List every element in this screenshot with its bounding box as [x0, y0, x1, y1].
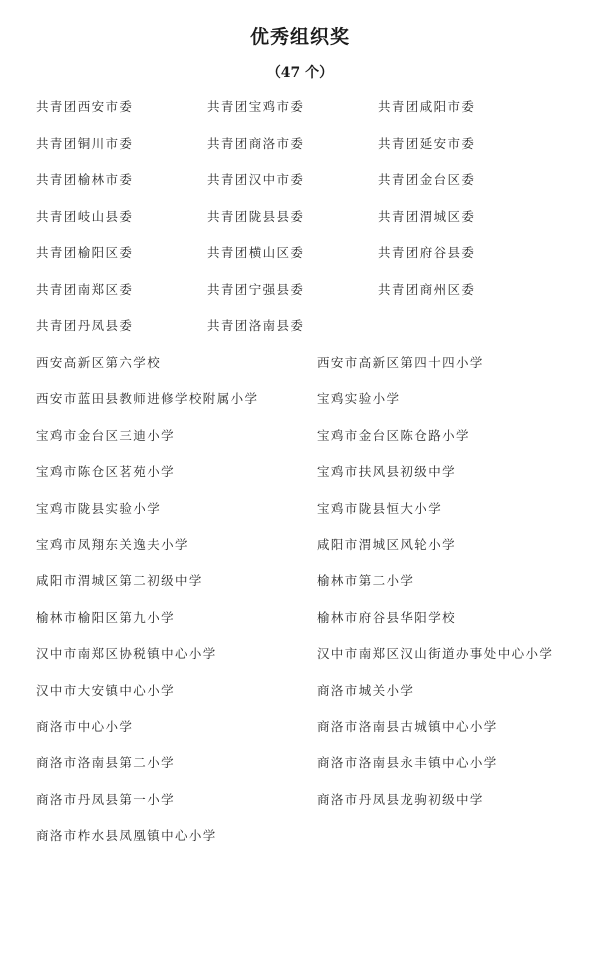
committee-item: 共青团汉中市委 — [207, 172, 305, 187]
committee-item: 共青团府谷县委 — [378, 245, 476, 260]
school-item: 宝鸡市陇县恒大小学 — [317, 500, 443, 516]
committee-item: 共青团南郑区委 — [36, 281, 134, 297]
committee-item: 共青团榆林市委 — [36, 172, 134, 187]
committee-item: 共青团陇县县委 — [207, 208, 305, 224]
committee-item: 共青团延安市委 — [378, 135, 476, 151]
school-item: 商洛市洛南县第二小学 — [36, 755, 176, 771]
school-item: 宝鸡市金台区陈仓路小学 — [317, 427, 470, 443]
school-item: 宝鸡市金台区三迪小学 — [36, 427, 176, 443]
school-item: 商洛市丹凤县第一小学 — [36, 791, 176, 807]
school-item: 汉中市南郑区汉山街道办事处中心小学 — [317, 646, 554, 662]
school-item: 宝鸡市陇县实验小学 — [36, 500, 162, 516]
school-list — [36, 354, 576, 863]
school-item: 宝鸡市扶风县初级中学 — [317, 464, 457, 480]
committee-item: 共青团岐山县委 — [36, 208, 134, 224]
committee-item: 共青团西安市委 — [36, 99, 134, 114]
school-item: 商洛市丹凤县龙驹初级中学 — [317, 791, 484, 807]
school-item: 西安高新区第六学校 — [36, 355, 162, 370]
page-title: 优秀组织奖 — [249, 26, 350, 48]
committee-item: 共青团渭城区委 — [378, 208, 476, 224]
committee-item: 共青团商洛市委 — [207, 135, 305, 151]
committee-item: 共青团横山区委 — [207, 245, 305, 260]
committee-item: 共青团商州区委 — [378, 281, 476, 297]
school-item: 商洛市洛南县永丰镇中心小学 — [317, 755, 498, 771]
school-item: 西安市蓝田县教师进修学校附属小学 — [36, 391, 259, 407]
school-item: 商洛市柞水县凤凰镇中心小学 — [36, 828, 217, 844]
school-item: 宝鸡市凤翔东关逸夫小学 — [36, 536, 189, 552]
committee-item: 共青团宝鸡市委 — [207, 99, 305, 114]
committee-item: 共青团洛南县委 — [207, 318, 305, 333]
award-count: （47 个） — [266, 65, 334, 81]
school-item: 商洛市中心小学 — [36, 718, 134, 734]
school-item: 汉中市南郑区协税镇中心小学 — [36, 646, 217, 662]
committee-item: 共青团铜川市委 — [36, 135, 134, 151]
school-item: 榆林市第二小学 — [317, 573, 415, 589]
school-item: 咸阳市渭城区风轮小学 — [317, 536, 457, 552]
committee-item: 共青团咸阳市委 — [378, 99, 476, 114]
school-item: 榆林市府谷县华阳学校 — [317, 609, 457, 625]
committee-item: 共青团榆阳区委 — [36, 245, 134, 260]
school-item: 商洛市洛南县古城镇中心小学 — [317, 718, 498, 734]
school-item: 榆林市榆阳区第九小学 — [36, 609, 176, 625]
committee-list — [36, 98, 576, 354]
school-item: 商洛市城关小学 — [317, 682, 415, 698]
school-item: 宝鸡市陈仓区茗苑小学 — [36, 464, 176, 480]
committee-item: 共青团丹凤县委 — [36, 318, 134, 333]
school-item: 咸阳市渭城区第二初级中学 — [36, 573, 203, 589]
committee-item: 共青团金台区委 — [378, 172, 476, 187]
school-item: 宝鸡实验小学 — [317, 391, 401, 407]
school-item: 西安市高新区第四十四小学 — [317, 355, 484, 370]
committee-item: 共青团宁强县委 — [207, 281, 305, 297]
school-item: 汉中市大安镇中心小学 — [36, 682, 176, 698]
